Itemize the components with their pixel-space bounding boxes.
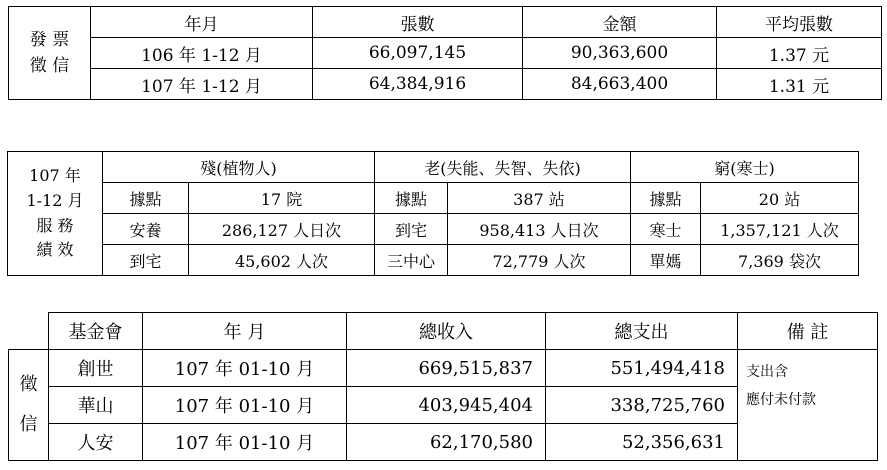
invoice-row-title	[9, 7, 91, 100]
table-cell: 403,945,404	[347, 387, 546, 424]
table-cell: 106 年 1-12 月	[91, 38, 313, 69]
column-header: 年月	[91, 7, 313, 38]
invoice-title-line: 徵 信	[29, 56, 70, 76]
table-cell: 387 站	[448, 183, 631, 214]
table-cell: 據點	[375, 183, 448, 214]
table-cell: 107 年 01-10 月	[143, 350, 347, 387]
service-title-line: 107 年	[29, 165, 81, 185]
table-cell: 52,356,631	[546, 424, 738, 461]
column-header: 總收入	[347, 313, 546, 350]
service-row-title	[8, 152, 103, 276]
invoice-title-line: 發 票	[29, 29, 70, 50]
table-row	[9, 350, 878, 387]
column-header: 基金會	[49, 313, 143, 350]
group-header: 殘(植物人)	[103, 152, 375, 183]
table-cell: 551,494,418	[546, 350, 738, 387]
note-cell	[738, 350, 878, 461]
service-title-line: 服 務	[36, 215, 74, 235]
table-row	[9, 38, 882, 69]
table-cell: 64,384,916	[313, 69, 523, 100]
column-header: 張數	[313, 7, 523, 38]
table-cell: 安養	[103, 214, 189, 245]
note-line: 支出含	[746, 364, 788, 380]
foundation-title-line: 信	[19, 414, 38, 435]
table-cell: 669,515,837	[347, 350, 546, 387]
group-header: 老(失能、失智、失依)	[375, 152, 631, 183]
table-cell: 創世	[49, 350, 143, 387]
note-line: 應付未付款	[746, 392, 816, 408]
table-cell: 84,663,400	[523, 69, 717, 100]
table-cell: 20 站	[701, 183, 859, 214]
table-cell: 1.37 元	[717, 38, 882, 69]
service-title-line: 1-12 月	[26, 190, 84, 210]
table-cell: 17 院	[189, 183, 375, 214]
table-cell: 三中心	[375, 245, 448, 276]
column-header: 金額	[523, 7, 717, 38]
foundation-table	[8, 312, 878, 461]
table-row	[8, 245, 859, 276]
service-title-line: 績 效	[36, 240, 74, 260]
table-cell: 7,369 袋次	[701, 245, 859, 276]
table-cell: 107 年 1-12 月	[91, 69, 313, 100]
column-header: 總支出	[546, 313, 738, 350]
table-row	[9, 7, 882, 38]
table-cell: 107 年 01-10 月	[143, 424, 347, 461]
table-cell: 72,779 人次	[448, 245, 631, 276]
table-cell: 45,602 人次	[189, 245, 375, 276]
service-table	[7, 151, 859, 276]
invoice-table	[8, 6, 882, 100]
corner-cell	[9, 313, 49, 350]
foundation-title-line: 徵	[19, 374, 38, 396]
table-cell: 據點	[631, 183, 701, 214]
table-cell: 1,357,121 人次	[701, 214, 859, 245]
table-cell: 958,413 人日次	[448, 214, 631, 245]
column-header: 年 月	[143, 313, 347, 350]
table-row	[9, 69, 882, 100]
table-row	[8, 214, 859, 245]
table-cell: 到宅	[103, 245, 189, 276]
column-header: 備 註	[738, 313, 878, 350]
column-header: 平均張數	[717, 7, 882, 38]
group-header: 窮(寒士)	[631, 152, 859, 183]
table-row	[9, 313, 878, 350]
table-cell: 1.31 元	[717, 69, 882, 100]
table-cell: 66,097,145	[313, 38, 523, 69]
table-cell: 107 年 01-10 月	[143, 387, 347, 424]
table-row	[8, 152, 859, 183]
table-cell: 寒士	[631, 214, 701, 245]
table-cell: 286,127 人日次	[189, 214, 375, 245]
table-cell: 62,170,580	[347, 424, 546, 461]
table-row	[8, 183, 859, 214]
table-cell: 人安	[49, 424, 143, 461]
foundation-row-title	[9, 350, 49, 461]
table-cell: 據點	[103, 183, 189, 214]
table-cell: 單媽	[631, 245, 701, 276]
table-cell: 90,363,600	[523, 38, 717, 69]
table-cell: 華山	[49, 387, 143, 424]
table-cell: 到宅	[375, 214, 448, 245]
table-cell: 338,725,760	[546, 387, 738, 424]
